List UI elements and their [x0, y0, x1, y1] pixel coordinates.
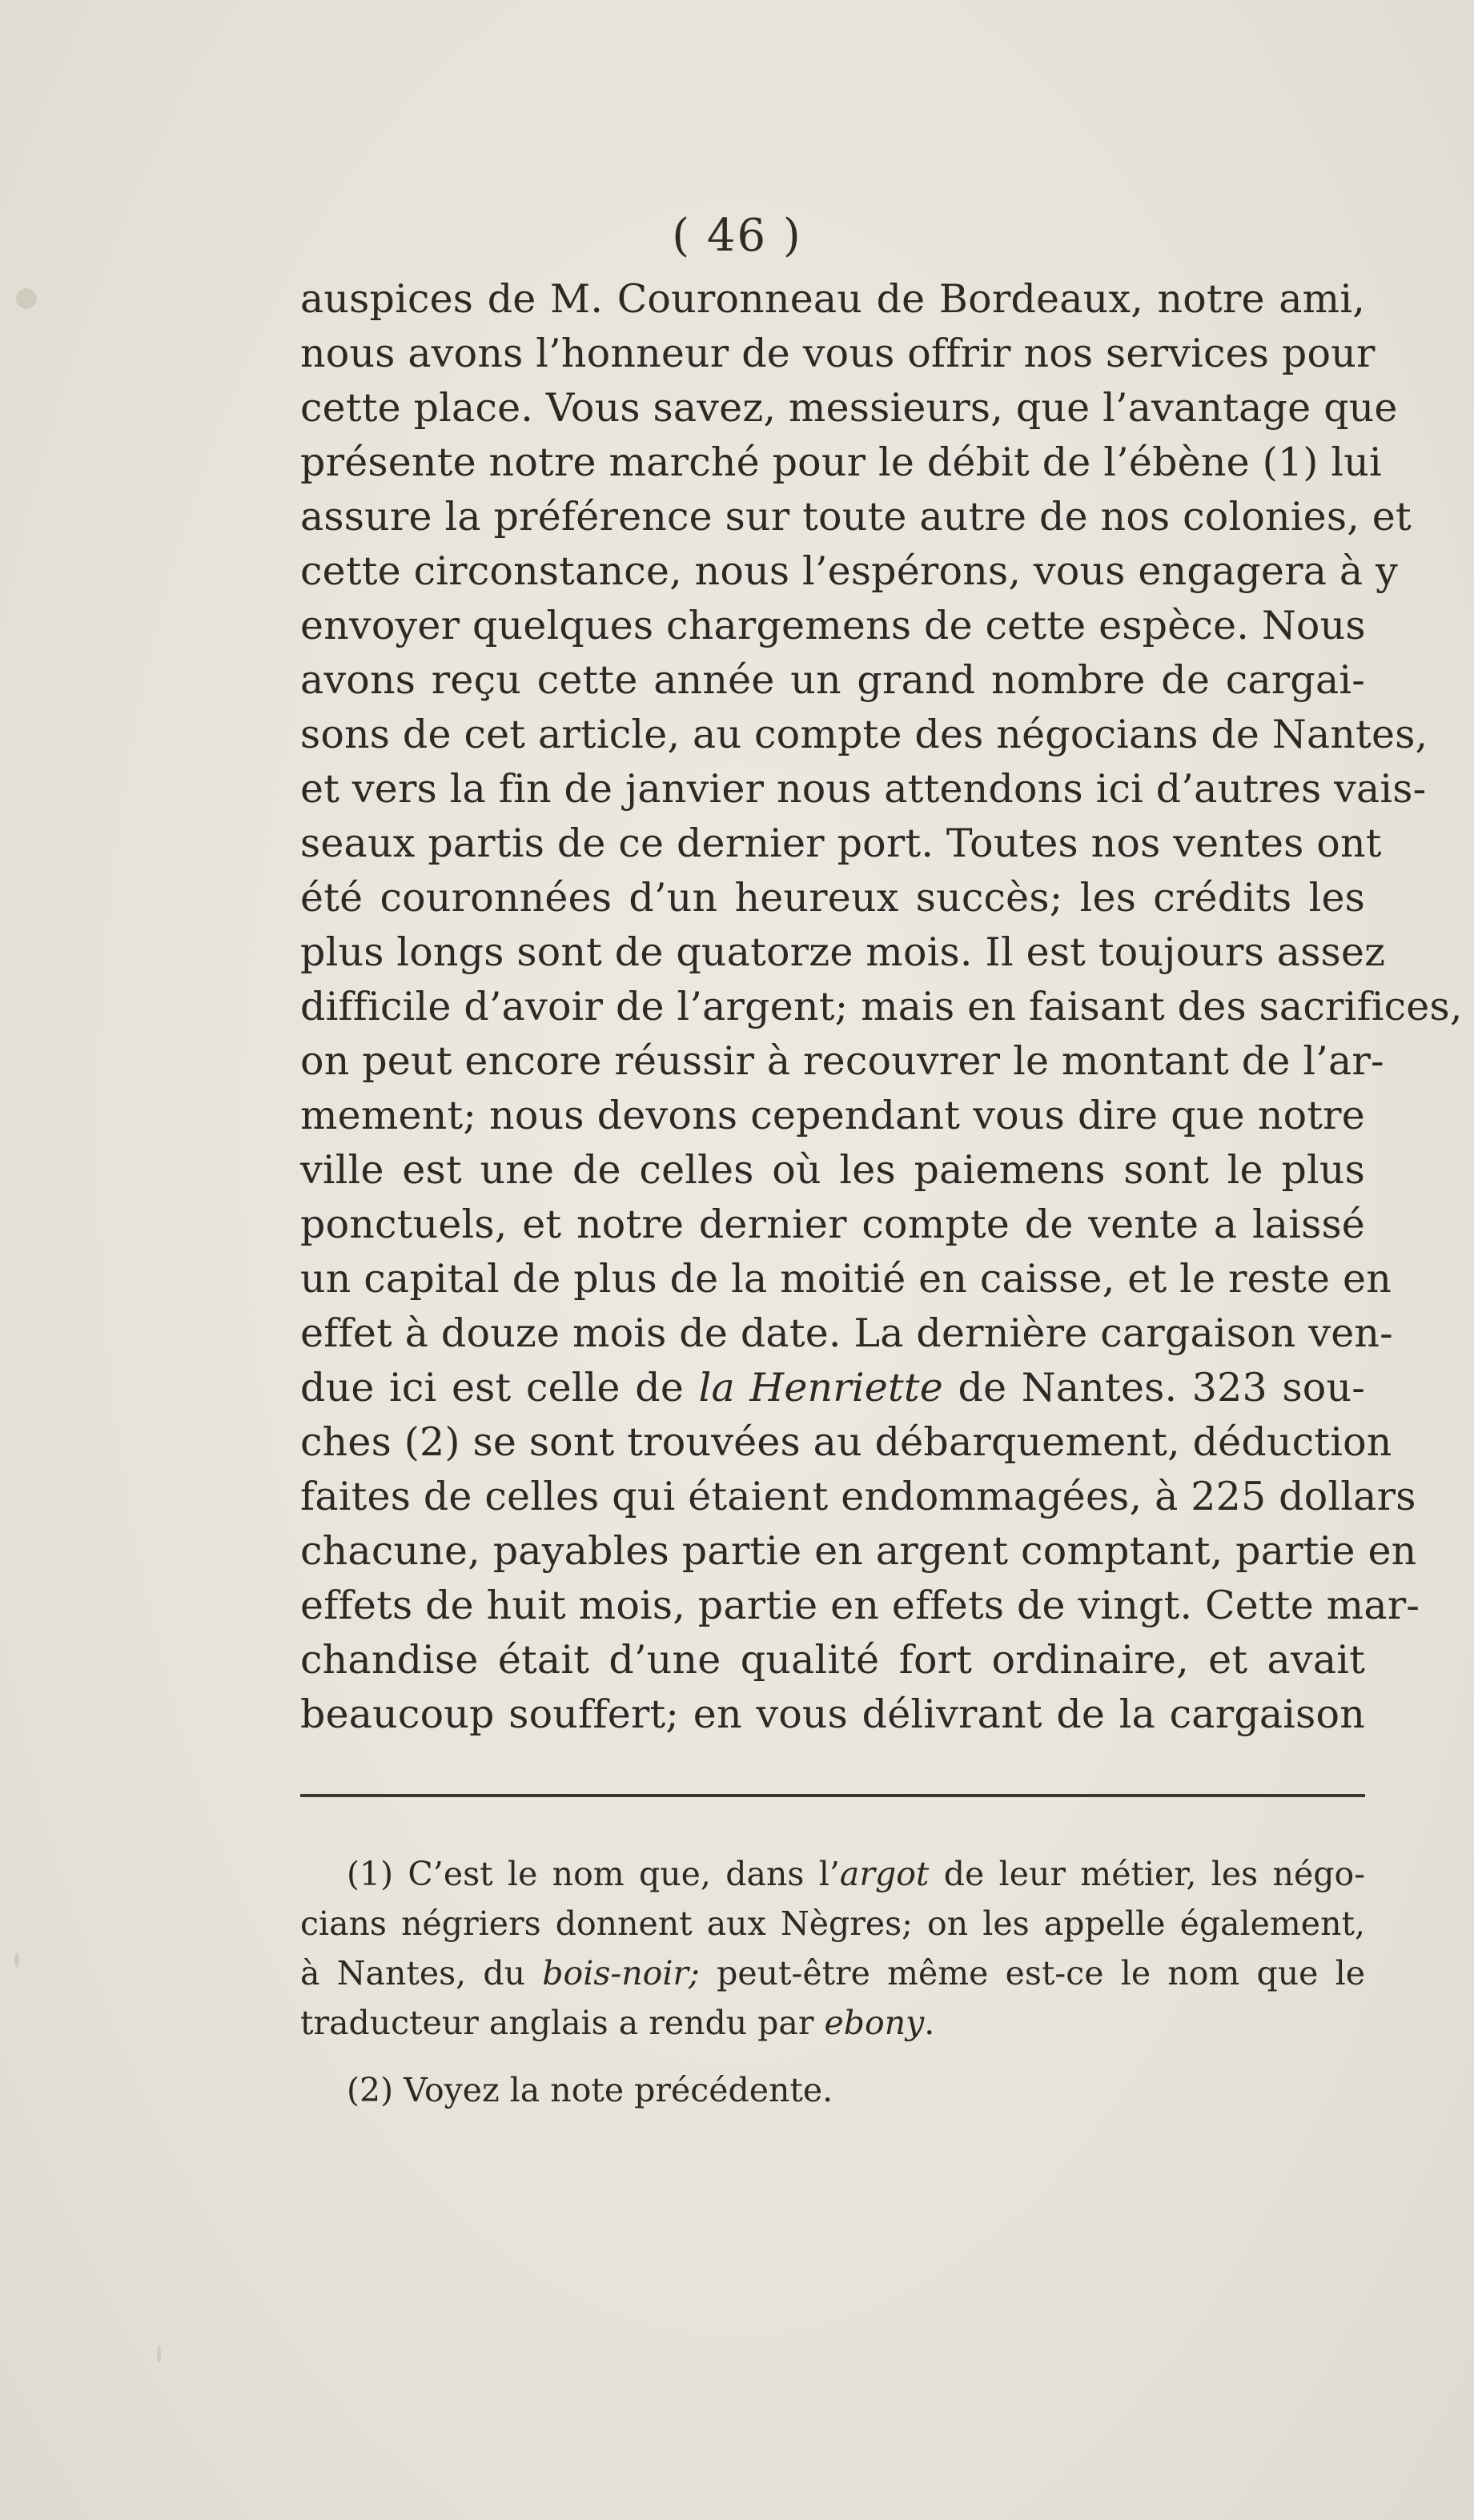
text-line: et vers la fin de janvier nous attendons ici d’autres vais- [300, 766, 1427, 812]
text-line: plus longs sont de quatorze mois. Il est toujours assez [300, 929, 1386, 975]
text-line: chandise était d’une qualité fort ordinaire, et avait [300, 1637, 1365, 1683]
text-line: auspices de M. Couronneau de Bordeaux, notre ami, [300, 276, 1365, 322]
text-line: ponctuels, et notre dernier compte de vente a laissé [300, 1202, 1365, 1247]
text-line: mement; nous devons cependant vous dire que notre [300, 1093, 1365, 1138]
text-line: on peut encore réussir à recouvrer le montant de l’ar- [300, 1038, 1384, 1084]
text-line: présente notre marché pour le débit de l’ébène (1) lui [300, 439, 1382, 485]
text-line: effets de huit mois, partie en effets de vingt. Cette mar- [300, 1583, 1420, 1628]
text-line: faites de celles qui étaient endommagées, à 225 dollars [300, 1474, 1416, 1519]
text-line: nous avons l’honneur de vous offrir nos services pour [300, 331, 1376, 376]
footnote-1 [300, 1849, 1365, 2048]
text-line: avons reçu cette année un grand nombre de cargai- [300, 657, 1365, 703]
paper-mark [14, 1953, 19, 1968]
footnote-2: (2) Voyez la note précédente. [347, 2071, 833, 2109]
ship-name: la Henriette [698, 1365, 943, 1410]
text-line: été couronnées d’un heureux succès; les crédits les [300, 875, 1365, 921]
text-line: cette circonstance, nous l’espérons, vous engagera à y [300, 548, 1398, 594]
text-line: difficile d’avoir de l’argent; mais en faisant des sacrifices, [300, 984, 1463, 1029]
text-line: sons de cet article, au compte des négocians de Nantes, [300, 712, 1428, 757]
footnote-1-line-4: traducteur anglais a rendu par ebony. [300, 2004, 935, 2042]
footnote-1-line-2: cians négriers donnent aux Nègres; on les appelle également, [300, 1904, 1365, 1943]
main-text [300, 272, 1463, 1742]
paper-mark [157, 2345, 161, 2363]
footnote-1-line-1: (1) C’est le nom que, dans l’argot de leur métier, les négo- [347, 1855, 1365, 1893]
text-line: assure la préférence sur toute autre de nos colonies, et [300, 494, 1412, 540]
text-line: due ici est celle de la Henriette de Nantes. 323 sou- [300, 1365, 1366, 1410]
text-line: ville est une de celles où les paiemens sont le plus [300, 1147, 1365, 1193]
text-line: un capital de plus de la moitié en caisse, et le reste en [300, 1256, 1392, 1302]
footnote-rule [300, 1794, 1365, 1797]
text-line: ches (2) se sont trouvées au débarquement, déduction [300, 1419, 1392, 1465]
text-line: effet à douze mois de date. La dernière cargaison ven- [300, 1310, 1393, 1356]
paper-stain [16, 288, 37, 309]
text-line: envoyer quelques chargemens de cette espèce. Nous [300, 603, 1366, 648]
text-line: beaucoup souffert; en vous délivrant de la cargaison [300, 1691, 1365, 1737]
footnote-1-line-3: à Nantes, du bois-noir; peut-être même est-ce le nom que le [300, 1954, 1366, 1992]
text-line: cette place. Vous savez, messieurs, que l’avantage que [300, 385, 1398, 431]
page-number: ( 46 ) [672, 210, 802, 262]
text-line: seaux partis de ce dernier port. Toutes nos ventes ont [300, 821, 1382, 866]
text-line: chacune, payables partie en argent comptant, partie en [300, 1528, 1417, 1574]
